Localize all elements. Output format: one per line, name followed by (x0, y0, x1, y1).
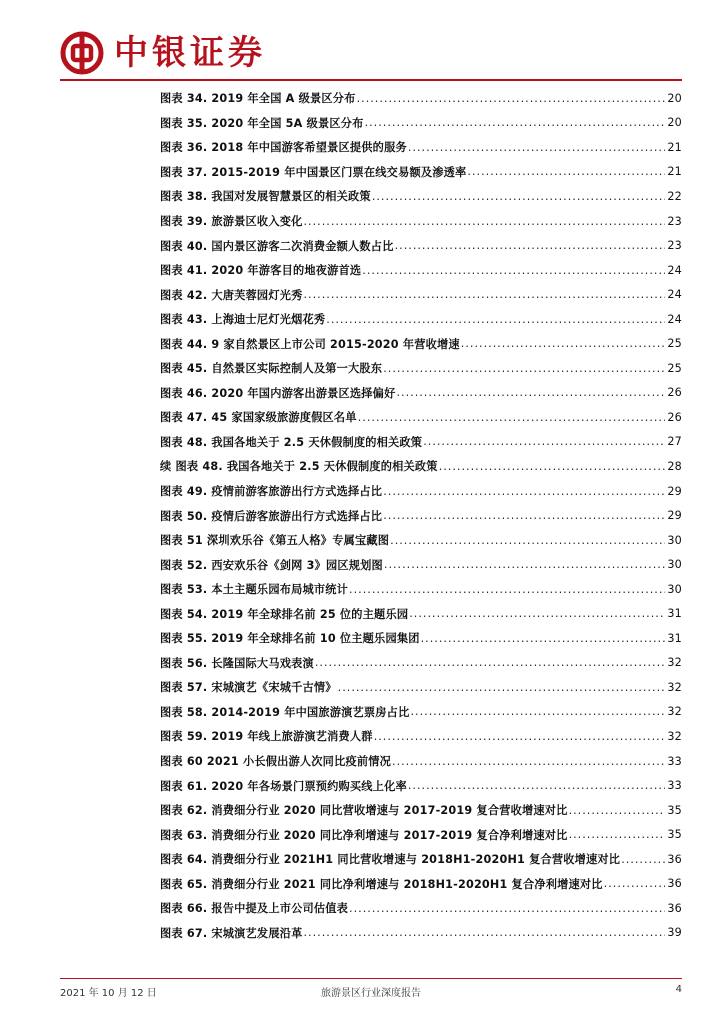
toc-dot-leader (423, 435, 665, 448)
toc-entry[interactable] (160, 111, 682, 136)
toc-entry-title: 图表 47. 45 家国家级旅游度假区名单 (160, 411, 357, 425)
toc-entry-page: 28 (667, 459, 682, 473)
toc-dot-leader (365, 116, 665, 129)
toc-entry-title: 图表 43. 上海迪士尼灯光烟花秀 (160, 313, 326, 327)
toc-entry[interactable] (160, 700, 682, 725)
toc-dot-leader (326, 313, 665, 326)
toc-entry[interactable] (160, 430, 682, 455)
toc-entry-page: 30 (667, 582, 682, 596)
toc-entry-page: 26 (667, 386, 682, 400)
toc-entry[interactable] (160, 921, 682, 946)
toc-dot-leader (358, 411, 665, 424)
toc-dot-leader (409, 607, 665, 620)
toc-dot-leader (439, 460, 665, 473)
toc-entry-page: 35 (667, 803, 682, 817)
toc-entry[interactable] (160, 749, 682, 774)
toc-entry[interactable] (160, 528, 682, 553)
toc-dot-leader (408, 779, 665, 792)
toc-entry-page: 36 (667, 901, 682, 915)
toc-entry-title: 图表 59. 2019 年线上旅游演艺消费人群 (160, 730, 373, 744)
toc-dot-leader (383, 485, 665, 498)
toc-entry-page: 32 (667, 680, 682, 694)
toc-entry-page: 31 (667, 631, 682, 645)
toc-entry-title: 图表 67. 宋城演艺发展沿革 (160, 926, 303, 940)
footer-page-number: 4 (675, 984, 682, 995)
toc-entry-title: 图表 42. 大唐芙蓉园灯光秀 (160, 288, 303, 302)
toc-entry-page: 33 (667, 754, 682, 768)
toc-entry[interactable] (160, 160, 682, 185)
toc-entry[interactable] (160, 896, 682, 921)
toc-entry-title: 图表 39. 旅游景区收入变化 (160, 215, 303, 228)
toc-entry[interactable] (160, 307, 682, 332)
toc-dot-leader (390, 534, 665, 547)
toc-entry[interactable] (160, 381, 682, 406)
toc-entry-page: 30 (667, 533, 682, 547)
toc-entry-page: 20 (667, 116, 682, 130)
toc-entry-title: 图表 40. 国内景区游客二次消费金额人数占比 (160, 239, 394, 253)
toc-entry[interactable] (160, 454, 682, 479)
toc-dot-leader (374, 730, 665, 743)
toc-entry-title: 图表 49. 疫情前游客旅游出行方式选择占比 (160, 485, 383, 499)
toc-entry-title: 图表 62. 消费细分行业 2020 同比营收增速与 2017-2019 复合营收增速对比 (160, 804, 568, 818)
toc-dot-leader (395, 239, 665, 252)
toc-entry-page: 36 (667, 877, 682, 891)
toc-dot-leader (303, 215, 665, 228)
toc-entry-title: 图表 36. 2018 年中国游客希望景区提供的服务 (160, 141, 407, 155)
toc-entry-page: 23 (667, 239, 682, 253)
toc-dot-leader (338, 681, 665, 694)
toc-entry[interactable] (160, 233, 682, 258)
toc-dot-leader (383, 362, 665, 375)
toc-entry-page: 25 (667, 361, 682, 375)
toc-entry[interactable] (160, 503, 682, 528)
toc-dot-leader (372, 190, 665, 203)
toc-entry-page: 20 (667, 91, 682, 105)
toc-dot-leader (569, 804, 665, 817)
toc-entry[interactable] (160, 552, 682, 577)
toc-dot-leader (315, 656, 665, 669)
toc-dot-leader (604, 877, 665, 890)
toc-entry-title: 图表 56. 长隆国际大马戏表演 (160, 656, 314, 670)
toc-entry[interactable] (160, 86, 682, 111)
toc-entry-title: 图表 46. 2020 年国内游客出游景区选择偏好 (160, 386, 396, 400)
toc-entry-page: 24 (667, 312, 682, 326)
toc-entry-title: 图表 53. 本土主题乐园布局城市统计 (160, 583, 349, 597)
toc-entry[interactable] (160, 184, 682, 209)
toc-entry[interactable] (160, 675, 682, 700)
toc-dot-leader (408, 141, 665, 154)
toc-entry[interactable] (160, 258, 682, 283)
toc-entry-page: 24 (667, 288, 682, 302)
toc-entry[interactable] (160, 135, 682, 160)
page-footer (60, 984, 682, 1000)
page-header (60, 28, 266, 78)
toc-entry-title: 图表 58. 2014-2019 年中国旅游演艺票房占比 (160, 705, 410, 719)
toc-entry[interactable] (160, 282, 682, 307)
toc-entry[interactable] (160, 479, 682, 504)
brand-name: 中银证券 (114, 33, 266, 73)
toc-entry-page: 32 (667, 656, 682, 670)
toc-dot-leader (303, 288, 665, 301)
toc-entry-title: 图表 61. 2020 年各场景门票预约购买线上化率 (160, 779, 407, 793)
toc-dot-leader (467, 165, 665, 178)
toc-entry-page: 36 (667, 852, 682, 866)
toc-entry-page: 32 (667, 729, 682, 743)
toc-dot-leader (392, 755, 665, 768)
toc-entry[interactable] (160, 822, 682, 847)
toc-entry-page: 39 (667, 926, 682, 940)
toc-entry-title: 图表 48. 我国各地关于 2.5 天休假制度的相关政策 (160, 435, 423, 449)
toc-entry-title: 图表 60 2021 小长假出游人次同比疫前情况 (160, 755, 392, 769)
toc-dot-leader (396, 386, 665, 399)
toc-entry-title: 图表 35. 2020 年全国 5A 级景区分布 (160, 116, 364, 130)
toc-entry-title: 图表 52. 西安欢乐谷《剑网 3》园区规划图 (160, 558, 383, 572)
toc-entry-title: 图表 65. 消费细分行业 2021 同比净利增速与 2018H1-2020H1 复合净利增速对比 (160, 877, 603, 891)
footer-date: 2021 年 10 月 12 日 (60, 988, 157, 999)
toc-dot-leader (357, 92, 665, 105)
toc-entry-page: 25 (667, 337, 682, 351)
toc-entry-title: 续 图表 48. 我国各地关于 2.5 天休假制度的相关政策 (160, 460, 438, 474)
toc-entry[interactable] (160, 651, 682, 676)
toc-entry-title: 图表 38. 我国对发展智慧景区的相关政策 (160, 190, 371, 204)
toc-dot-leader (410, 705, 665, 718)
toc-entry[interactable] (160, 577, 682, 602)
toc-entry-page: 22 (667, 189, 682, 203)
toc-dot-leader (621, 853, 665, 866)
toc-entry-title: 图表 34. 2019 年全国 A 级景区分布 (160, 92, 356, 106)
table-of-figures (160, 86, 682, 945)
toc-entry-title: 图表 64. 消费细分行业 2021H1 同比营收增速与 2018H1-2020H1 复合营收增速对比 (160, 853, 621, 867)
toc-entry-title: 图表 45. 自然景区实际控制人及第一大股东 (160, 362, 383, 376)
toc-entry[interactable] (160, 405, 682, 430)
toc-entry-page: 33 (667, 779, 682, 793)
toc-entry[interactable] (160, 773, 682, 798)
toc-entry-page: 24 (667, 263, 682, 277)
toc-dot-leader (362, 264, 665, 277)
toc-dot-leader (461, 337, 665, 350)
bank-of-china-logo-icon (60, 31, 104, 75)
toc-entry-page: 21 (667, 140, 682, 154)
toc-entry-page: 23 (667, 214, 682, 228)
toc-entry-title: 图表 63. 消费细分行业 2020 同比净利增速与 2017-2019 复合净利增速对比 (160, 828, 568, 842)
toc-entry[interactable] (160, 601, 682, 626)
toc-dot-leader (421, 632, 665, 645)
toc-entry-title: 图表 66. 报告中提及上市公司估值表 (160, 902, 349, 916)
toc-dot-leader (303, 926, 665, 939)
toc-dot-leader (349, 583, 665, 596)
toc-entry[interactable] (160, 798, 682, 823)
toc-entry[interactable] (160, 847, 682, 872)
toc-entry-page: 29 (667, 484, 682, 498)
toc-entry-title: 图表 55. 2019 年全球排名前 10 位主题乐园集团 (160, 632, 420, 646)
header-divider (60, 79, 682, 81)
toc-entry-page: 30 (667, 558, 682, 572)
toc-entry-title: 图表 54. 2019 年全球排名前 25 位的主题乐园 (160, 607, 409, 621)
toc-entry[interactable] (160, 626, 682, 651)
toc-entry-page: 32 (667, 705, 682, 719)
toc-entry-page: 35 (667, 828, 682, 842)
toc-entry-page: 27 (667, 435, 682, 449)
toc-entry[interactable] (160, 872, 682, 897)
toc-entry[interactable] (160, 331, 682, 356)
toc-entry[interactable] (160, 356, 682, 381)
toc-entry[interactable] (160, 724, 682, 749)
toc-entry-title: 图表 41. 2020 年游客目的地夜游首选 (160, 264, 362, 278)
toc-dot-leader (569, 828, 665, 841)
footer-divider (60, 978, 682, 979)
toc-entry-page: 21 (667, 165, 682, 179)
toc-entry-page: 29 (667, 509, 682, 523)
toc-dot-leader (383, 509, 665, 522)
toc-entry[interactable] (160, 209, 682, 234)
toc-dot-leader (384, 558, 665, 571)
footer-report-name: 旅游景区行业深度报告 (321, 988, 421, 999)
toc-entry-page: 26 (667, 410, 682, 424)
toc-entry-title: 图表 50. 疫情后游客旅游出行方式选择占比 (160, 509, 383, 523)
toc-entry-title: 图表 57. 宋城演艺《宋城千古情》 (160, 681, 337, 695)
toc-entry-title: 图表 44. 9 家自然景区上市公司 2015-2020 年营收增速 (160, 337, 460, 351)
toc-entry-page: 31 (667, 607, 682, 621)
toc-dot-leader (349, 902, 665, 915)
toc-entry-title: 图表 37. 2015-2019 年中国景区门票在线交易额及渗透率 (160, 165, 467, 179)
toc-entry-title: 图表 51 深圳欢乐谷《第五人格》专属宝藏图 (160, 534, 390, 548)
